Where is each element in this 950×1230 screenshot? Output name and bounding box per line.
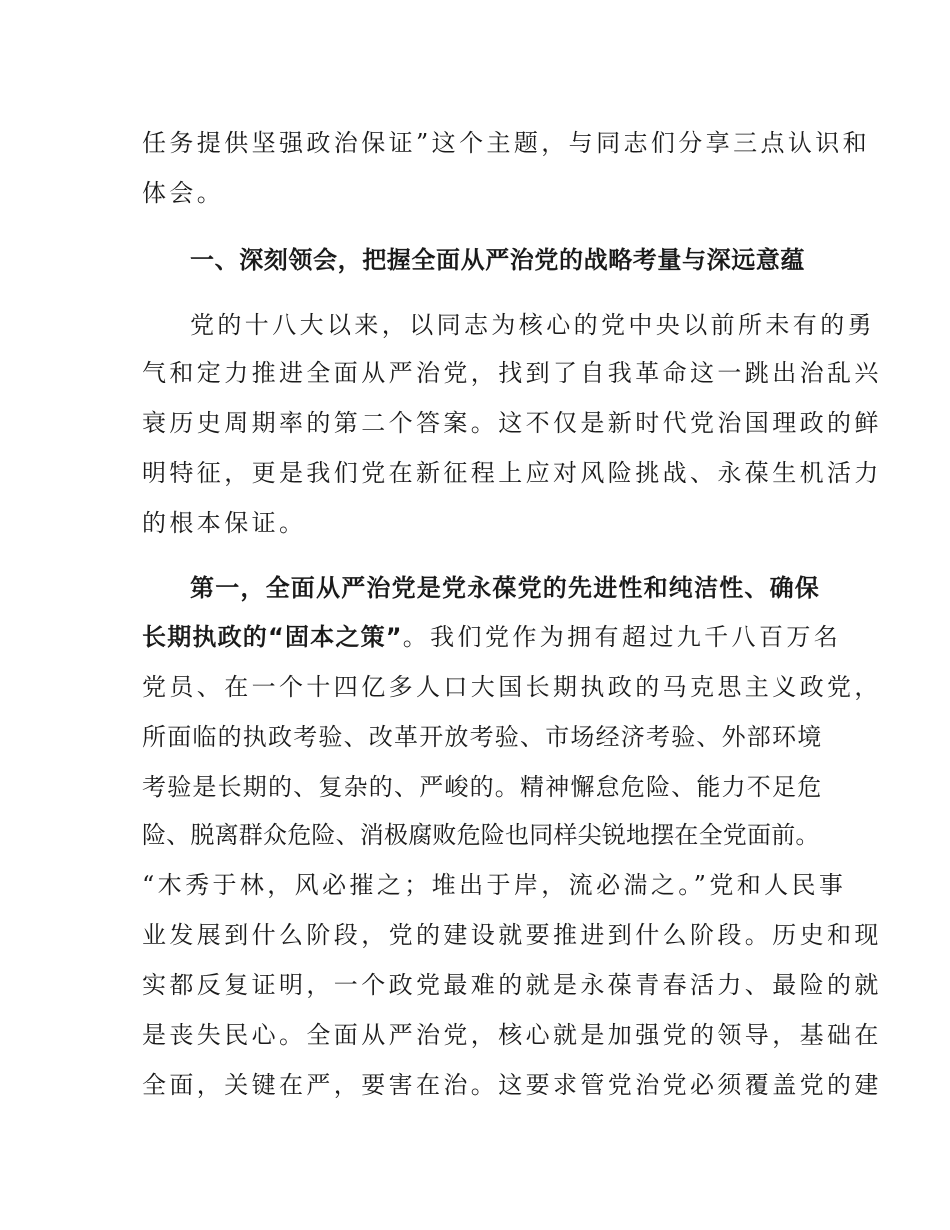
point-lead-line-1: 第一，全面从严治党是党永葆党的先进性和纯洁性、确保 xyxy=(190,574,820,602)
paragraph-line: 明特征，更是我们党在新征程上应对风险挑战、永葆生机活力 xyxy=(142,459,882,487)
paragraph-line: 所面临的执政考验、改革开放考验、市场经济考验、外部环境 xyxy=(142,723,823,751)
paragraph-line: 党的十八大以来，以同志为核心的党中央以前所未有的勇 xyxy=(190,311,875,339)
paragraph-line: 考验是长期的、复杂的、严峻的。精神懈怠危险、能力不足危 xyxy=(142,773,823,801)
paragraph-line: 气和定力推进全面从严治党，找到了自我革命这一跳出治乱兴 xyxy=(142,359,882,387)
paragraph-line: 险、脱离群众危险、消极腐败危险也同样尖锐地摆在全党面前。 xyxy=(142,821,820,849)
paragraph-line: 党员、在一个十四亿多人口大国长期执政的马克思主义政党， xyxy=(142,673,882,701)
point-lead-bold: 长期执政的“固本之策” xyxy=(142,623,403,651)
paragraph-line: 是丧失民心。全面从严治党，核心就是加强党的领导，基础在 xyxy=(142,1021,882,1049)
paragraph-line: 的根本保证。 xyxy=(142,509,307,537)
paragraph-line: 实都反复证明，一个政党最难的就是永葆青春活力、最险的就 xyxy=(142,971,882,999)
paragraph-line: 全面，关键在严，要害在治。这要求管党治党必须覆盖党的建 xyxy=(142,1071,882,1099)
paragraph-line: 衰历史周期率的第二个答案。这不仅是新时代党治国理政的鲜 xyxy=(142,409,882,437)
paragraph-line: “木秀于林，风必摧之；堆出于岸，流必湍之。”党和人民事 xyxy=(142,871,847,899)
section-heading: 一、深刻领会，把握全面从严治党的战略考量与深远意蕴 xyxy=(190,246,805,274)
paragraph-line: 业发展到什么阶段，党的建设就要推进到什么阶段。历史和现 xyxy=(142,921,882,949)
point-lead-rest: 。我们党作为拥有超过九千八百万名 xyxy=(402,623,842,651)
intro-line-2: 体会。 xyxy=(142,179,225,207)
point-lead-line-2 xyxy=(142,622,842,652)
intro-line-1: 任务提供坚强政治保证”这个主题，与同志们分享三点认识和 xyxy=(142,129,871,157)
